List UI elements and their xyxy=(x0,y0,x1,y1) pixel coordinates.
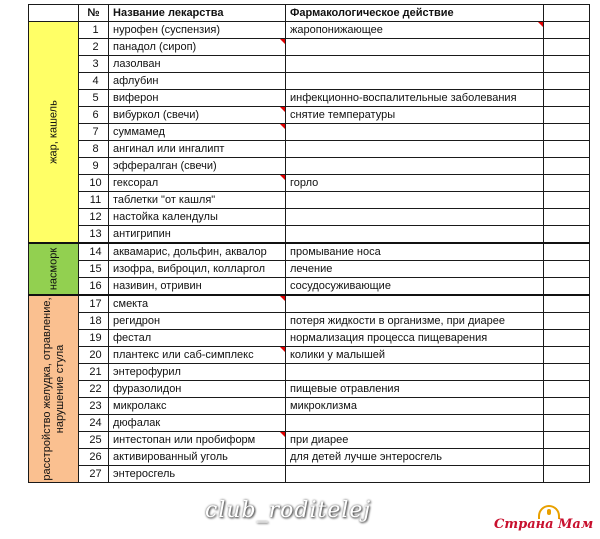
row-name xyxy=(109,107,286,124)
watermark-text: club_roditelej xyxy=(205,498,372,523)
comment-flag-icon xyxy=(280,432,285,437)
category-digestive xyxy=(29,295,79,483)
row-extra xyxy=(544,295,590,313)
comment-flag-icon xyxy=(280,124,285,129)
row-extra xyxy=(544,449,590,466)
row-extra xyxy=(544,226,590,244)
row-num: 23 xyxy=(79,398,109,415)
table-row xyxy=(29,73,590,90)
row-extra xyxy=(544,330,590,347)
row-num: 18 xyxy=(79,313,109,330)
row-extra xyxy=(544,243,590,261)
comment-flag-icon xyxy=(280,175,285,180)
table-row xyxy=(29,278,590,296)
row-effect: промывание носа xyxy=(286,243,544,261)
row-effect: сосудосуживающие xyxy=(286,278,544,296)
row-effect xyxy=(286,295,544,313)
row-name xyxy=(109,295,286,313)
row-num: 26 xyxy=(79,449,109,466)
row-name: микролакс xyxy=(109,398,286,415)
row-name: виферон xyxy=(109,90,286,107)
row-effect xyxy=(286,226,544,244)
comment-flag-icon xyxy=(280,296,285,301)
figure-icon xyxy=(547,509,551,515)
table-row xyxy=(29,415,590,432)
row-extra xyxy=(544,73,590,90)
row-name: лазолван xyxy=(109,56,286,73)
row-effect: инфекционно-воспалительные заболевания xyxy=(286,90,544,107)
row-effect: лечение xyxy=(286,261,544,278)
row-name: таблетки "от кашля" xyxy=(109,192,286,209)
row-extra xyxy=(544,175,590,192)
row-extra xyxy=(544,22,590,39)
row-num: 11 xyxy=(79,192,109,209)
row-num: 6 xyxy=(79,107,109,124)
row-extra xyxy=(544,192,590,209)
row-effect: снятие температуры xyxy=(286,107,544,124)
row-extra xyxy=(544,278,590,296)
row-num: 22 xyxy=(79,381,109,398)
table-row xyxy=(29,209,590,226)
category-fever-cough xyxy=(29,22,79,244)
row-effect xyxy=(286,56,544,73)
table-row xyxy=(29,449,590,466)
table-row xyxy=(29,261,590,278)
row-name xyxy=(109,175,286,192)
table-row xyxy=(29,398,590,415)
table-row xyxy=(29,141,590,158)
row-name-text: вибуркол (свечи) xyxy=(113,109,200,121)
row-name: афлубин xyxy=(109,73,286,90)
table-row xyxy=(29,313,590,330)
header-row xyxy=(29,5,590,22)
row-name-text: плантекс или саб-симплекс xyxy=(113,349,254,361)
row-extra xyxy=(544,90,590,107)
row-effect xyxy=(286,209,544,226)
table-row xyxy=(29,295,590,313)
row-name: дюфалак xyxy=(109,415,286,432)
row-extra xyxy=(544,39,590,56)
row-name-text: интестопан или пробиформ xyxy=(113,434,256,446)
row-effect: пищевые отравления xyxy=(286,381,544,398)
row-extra xyxy=(544,313,590,330)
row-effect: горло xyxy=(286,175,544,192)
table-row xyxy=(29,90,590,107)
row-effect-text: жаропонижающее xyxy=(290,24,383,36)
row-effect xyxy=(286,192,544,209)
table-row xyxy=(29,22,590,39)
table-row xyxy=(29,243,590,261)
row-extra xyxy=(544,432,590,449)
row-extra xyxy=(544,141,590,158)
table-row xyxy=(29,158,590,175)
table-row xyxy=(29,56,590,73)
row-name xyxy=(109,347,286,364)
row-effect xyxy=(286,22,544,39)
row-effect xyxy=(286,466,544,483)
table-row xyxy=(29,466,590,483)
row-effect xyxy=(286,73,544,90)
row-effect: потеря жидкости в организме, при диарее xyxy=(286,313,544,330)
table-row xyxy=(29,39,590,56)
row-num: 16 xyxy=(79,278,109,296)
row-name: аквамарис, дольфин, аквалор xyxy=(109,243,286,261)
row-effect xyxy=(286,141,544,158)
row-name: энтеросгель xyxy=(109,466,286,483)
table-row xyxy=(29,107,590,124)
row-effect xyxy=(286,158,544,175)
row-extra xyxy=(544,158,590,175)
row-num: 2 xyxy=(79,39,109,56)
row-name: регидрон xyxy=(109,313,286,330)
row-name xyxy=(109,432,286,449)
category-label: насморк xyxy=(47,247,59,291)
row-name xyxy=(109,124,286,141)
row-num: 5 xyxy=(79,90,109,107)
row-name: фестал xyxy=(109,330,286,347)
row-num: 20 xyxy=(79,347,109,364)
row-num: 15 xyxy=(79,261,109,278)
category-label xyxy=(41,295,67,483)
row-num: 13 xyxy=(79,226,109,244)
row-effect xyxy=(286,39,544,56)
category-label: жар, кашель xyxy=(47,100,59,164)
row-name-text: суммамед xyxy=(113,126,165,138)
row-extra xyxy=(544,209,590,226)
table-row xyxy=(29,364,590,381)
row-effect xyxy=(286,124,544,141)
header-name: Название лекарства xyxy=(109,5,286,22)
row-num: 17 xyxy=(79,295,109,313)
site-logo xyxy=(488,505,600,539)
table-row xyxy=(29,192,590,209)
row-num: 7 xyxy=(79,124,109,141)
logo-text: Страна Мам xyxy=(494,517,594,532)
medicine-table xyxy=(28,4,590,483)
row-name: настойка календулы xyxy=(109,209,286,226)
row-extra xyxy=(544,124,590,141)
row-extra xyxy=(544,364,590,381)
comment-flag-icon xyxy=(280,107,285,112)
header-extra xyxy=(544,5,590,22)
row-num: 25 xyxy=(79,432,109,449)
comment-flag-icon xyxy=(280,39,285,44)
row-extra xyxy=(544,347,590,364)
comment-flag-icon xyxy=(538,22,543,27)
row-num: 21 xyxy=(79,364,109,381)
table-row xyxy=(29,226,590,244)
table-row xyxy=(29,124,590,141)
row-effect: колики у малышей xyxy=(286,347,544,364)
row-name-text: гексорал xyxy=(113,177,159,189)
row-num: 1 xyxy=(79,22,109,39)
row-extra xyxy=(544,466,590,483)
row-name-text: смекта xyxy=(113,298,149,310)
row-name: изофра, виброцил, колларгол xyxy=(109,261,286,278)
row-extra xyxy=(544,381,590,398)
row-name: энтерофурил xyxy=(109,364,286,381)
row-num: 27 xyxy=(79,466,109,483)
row-name: антигрипин xyxy=(109,226,286,244)
table-row xyxy=(29,347,590,364)
table-row xyxy=(29,175,590,192)
header-num: № xyxy=(79,5,109,22)
row-name: ангинал или ингалипт xyxy=(109,141,286,158)
header-effect: Фармакологическое действие xyxy=(286,5,544,22)
row-num: 8 xyxy=(79,141,109,158)
category-runny-nose xyxy=(29,243,79,295)
row-effect: нормализация процесса пищеварения xyxy=(286,330,544,347)
row-effect xyxy=(286,364,544,381)
table-row xyxy=(29,330,590,347)
row-num: 14 xyxy=(79,243,109,261)
row-extra xyxy=(544,398,590,415)
row-extra xyxy=(544,107,590,124)
row-num: 19 xyxy=(79,330,109,347)
row-extra xyxy=(544,415,590,432)
row-name: фуразолидон xyxy=(109,381,286,398)
row-num: 3 xyxy=(79,56,109,73)
header-category-cell xyxy=(29,5,79,22)
table-row xyxy=(29,381,590,398)
row-effect xyxy=(286,415,544,432)
row-num: 4 xyxy=(79,73,109,90)
row-extra xyxy=(544,56,590,73)
row-num: 24 xyxy=(79,415,109,432)
category-label-text: расстройство желудка, отравление, нарушение стула xyxy=(40,297,66,481)
row-num: 12 xyxy=(79,209,109,226)
row-num: 9 xyxy=(79,158,109,175)
row-effect: микроклизма xyxy=(286,398,544,415)
row-name: эффералган (свечи) xyxy=(109,158,286,175)
row-effect: для детей лучше энтеросгель xyxy=(286,449,544,466)
row-name: нурофен (суспензия) xyxy=(109,22,286,39)
row-name: активированный уголь xyxy=(109,449,286,466)
comment-flag-icon xyxy=(280,347,285,352)
row-effect: при диарее xyxy=(286,432,544,449)
row-name-text: панадол (сироп) xyxy=(113,41,197,53)
table-row xyxy=(29,432,590,449)
row-name xyxy=(109,39,286,56)
row-extra xyxy=(544,261,590,278)
row-name: називин, отривин xyxy=(109,278,286,296)
row-num: 10 xyxy=(79,175,109,192)
